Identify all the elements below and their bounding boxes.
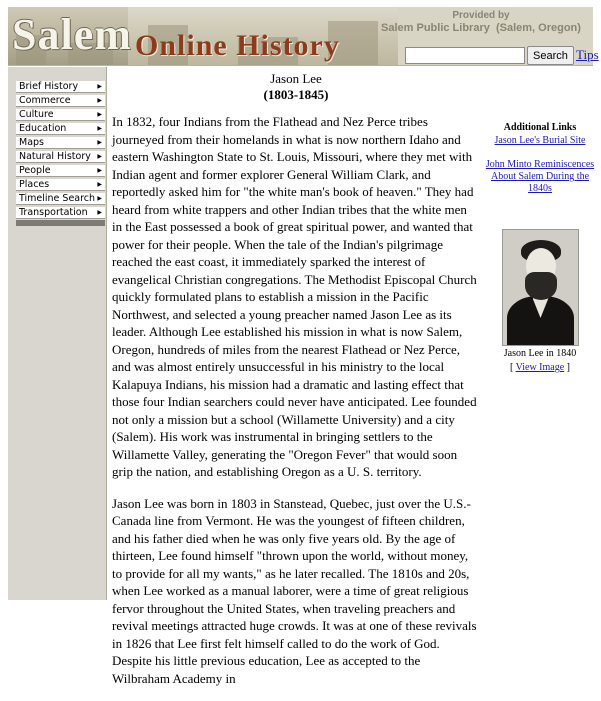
article-body (112, 113, 480, 687)
additional-links-heading: Additional Links (503, 122, 577, 133)
article-dates: (1803-1845) (263, 87, 329, 102)
triangle-right-icon: ▶ (97, 125, 102, 132)
nav-item-places[interactable] (16, 179, 105, 191)
logo-salem-text[interactable]: Salem (12, 10, 132, 59)
triangle-right-icon: ▶ (97, 209, 102, 216)
burial-site-link[interactable]: Jason Lee's Burial Site (494, 135, 586, 146)
search-input[interactable] (405, 47, 525, 64)
nav-item-brief-history[interactable] (16, 81, 105, 93)
jason-lee-portrait[interactable] (502, 229, 579, 346)
right-column (484, 67, 596, 374)
provided-by-label: Provided by (452, 10, 510, 21)
nav-item-label: People (19, 165, 51, 176)
nav-item-label: Maps (19, 137, 44, 148)
nav-item-timeline-search[interactable] (16, 193, 105, 205)
nav-item-people[interactable] (16, 165, 105, 177)
article-paragraph: In 1832, four Indians from the Flathead and Nez Perce tribes journeyed from their homelands in what is now northern Idaho and eastern Washington State to St. Louis, Missouri, where they met with Indian agent and former explorer General William Clark, and reportedly asked him for "the white man's book of heaven." They had heard from white trappers and other Indian tribes that the white men in the East possessed a book of great spiritual power, and wanted that power for their people. When the tale of the Indian's pilgrimage reached the east coast, it immediately sparked the interest of evangelical Christian congregations. The Methodist Episcopal Church quickly formulated plans to establish a mission in the Pacific Northwest, and selected a young preacher named Jason Lee as its leader. Although Lee established his mission in what is now Salem, Oregon, hundreds of miles from the nearest Flathead or Nez Perce, and was almost entirely unsuccessful in his ministry to the local Kalapuya Indians, his mission had a dramatic and lasting effect that those four Indian searchers could never have anticipated. Lee founded not only a mission but a school (Willamette University) and a city (Salem). His work was instrumental in bringing settlers to the Willamette Valley, generating the "Oregon Fever" that would soon grip the nation, and establishing Oregon as a U. S. territory. (112, 114, 477, 479)
triangle-right-icon: ▶ (97, 83, 102, 90)
bracket-close: ] (564, 362, 571, 373)
left-sidebar (8, 67, 107, 600)
logo-online-history-text[interactable]: Online History (135, 29, 340, 62)
nav-item-label: Transportation (19, 207, 88, 218)
triangle-right-icon: ▶ (97, 111, 102, 118)
minto-reminiscences-link[interactable]: John Minto Reminiscences About Salem During the 1840s (485, 159, 595, 194)
triangle-right-icon: ▶ (97, 181, 102, 188)
triangle-right-icon: ▶ (97, 139, 102, 146)
nav-item-natural-history[interactable] (16, 151, 105, 163)
nav-item-label: Culture (19, 109, 54, 120)
nav-item-commerce[interactable] (16, 95, 105, 107)
library-location: (Salem, Oregon) (495, 22, 581, 34)
provided-by-block (381, 10, 581, 34)
triangle-right-icon: ▶ (97, 153, 102, 160)
nav-divider (16, 220, 105, 226)
site-header (8, 7, 599, 66)
link-block (484, 135, 596, 147)
nav-item-label: Timeline Search (19, 193, 96, 204)
nav-item-transportation[interactable] (16, 207, 105, 219)
nav-item-education[interactable] (16, 123, 105, 135)
nav-item-label: Natural History (19, 151, 91, 162)
link-block (484, 159, 596, 195)
search-button[interactable]: Search (527, 46, 574, 65)
nav-item-label: Commerce (19, 95, 71, 106)
nav-item-maps[interactable] (16, 137, 105, 149)
triangle-right-icon: ▶ (97, 167, 102, 174)
view-image-row (484, 362, 596, 374)
view-image-link[interactable]: View Image (515, 362, 565, 373)
library-name: Salem Public Library (381, 22, 490, 34)
bracket-open: [ (509, 362, 516, 373)
article (112, 67, 480, 701)
triangle-right-icon: ▶ (97, 97, 102, 104)
main-nav (16, 81, 105, 226)
tips-link[interactable]: Tips (576, 47, 599, 62)
library-credit (381, 22, 581, 34)
nav-item-culture[interactable] (16, 109, 105, 121)
nav-item-label: Brief History (19, 81, 79, 92)
article-title: Jason Lee (270, 71, 322, 86)
nav-item-label: Education (19, 123, 67, 134)
nav-item-label: Places (19, 179, 50, 190)
portrait-caption: Jason Lee in 1840 (503, 348, 577, 359)
article-paragraph: Jason Lee was born in 1803 in Stanstead, Quebec, just over the U.S.-Canada line from Vermont. He was the youngest of fifteen children, and his father died when he was only five years old. By the age of thirteen, Lee found himself "thrown upon the world, without money, to provide for all my wants," as he later recalled. The 1810s and 20s, when Lee worked as a manual laborer, were a time of great religious fervor throughout the United States, when traveling preachers and revival meetings attracted huge crowds. It was at one of these revivals in 1826 that Lee first felt himself called to do the work of God. Despite his little previous education, Lee as accepted to the Wilbraham Academy in (112, 495, 477, 686)
triangle-right-icon: ▶ (97, 195, 102, 202)
